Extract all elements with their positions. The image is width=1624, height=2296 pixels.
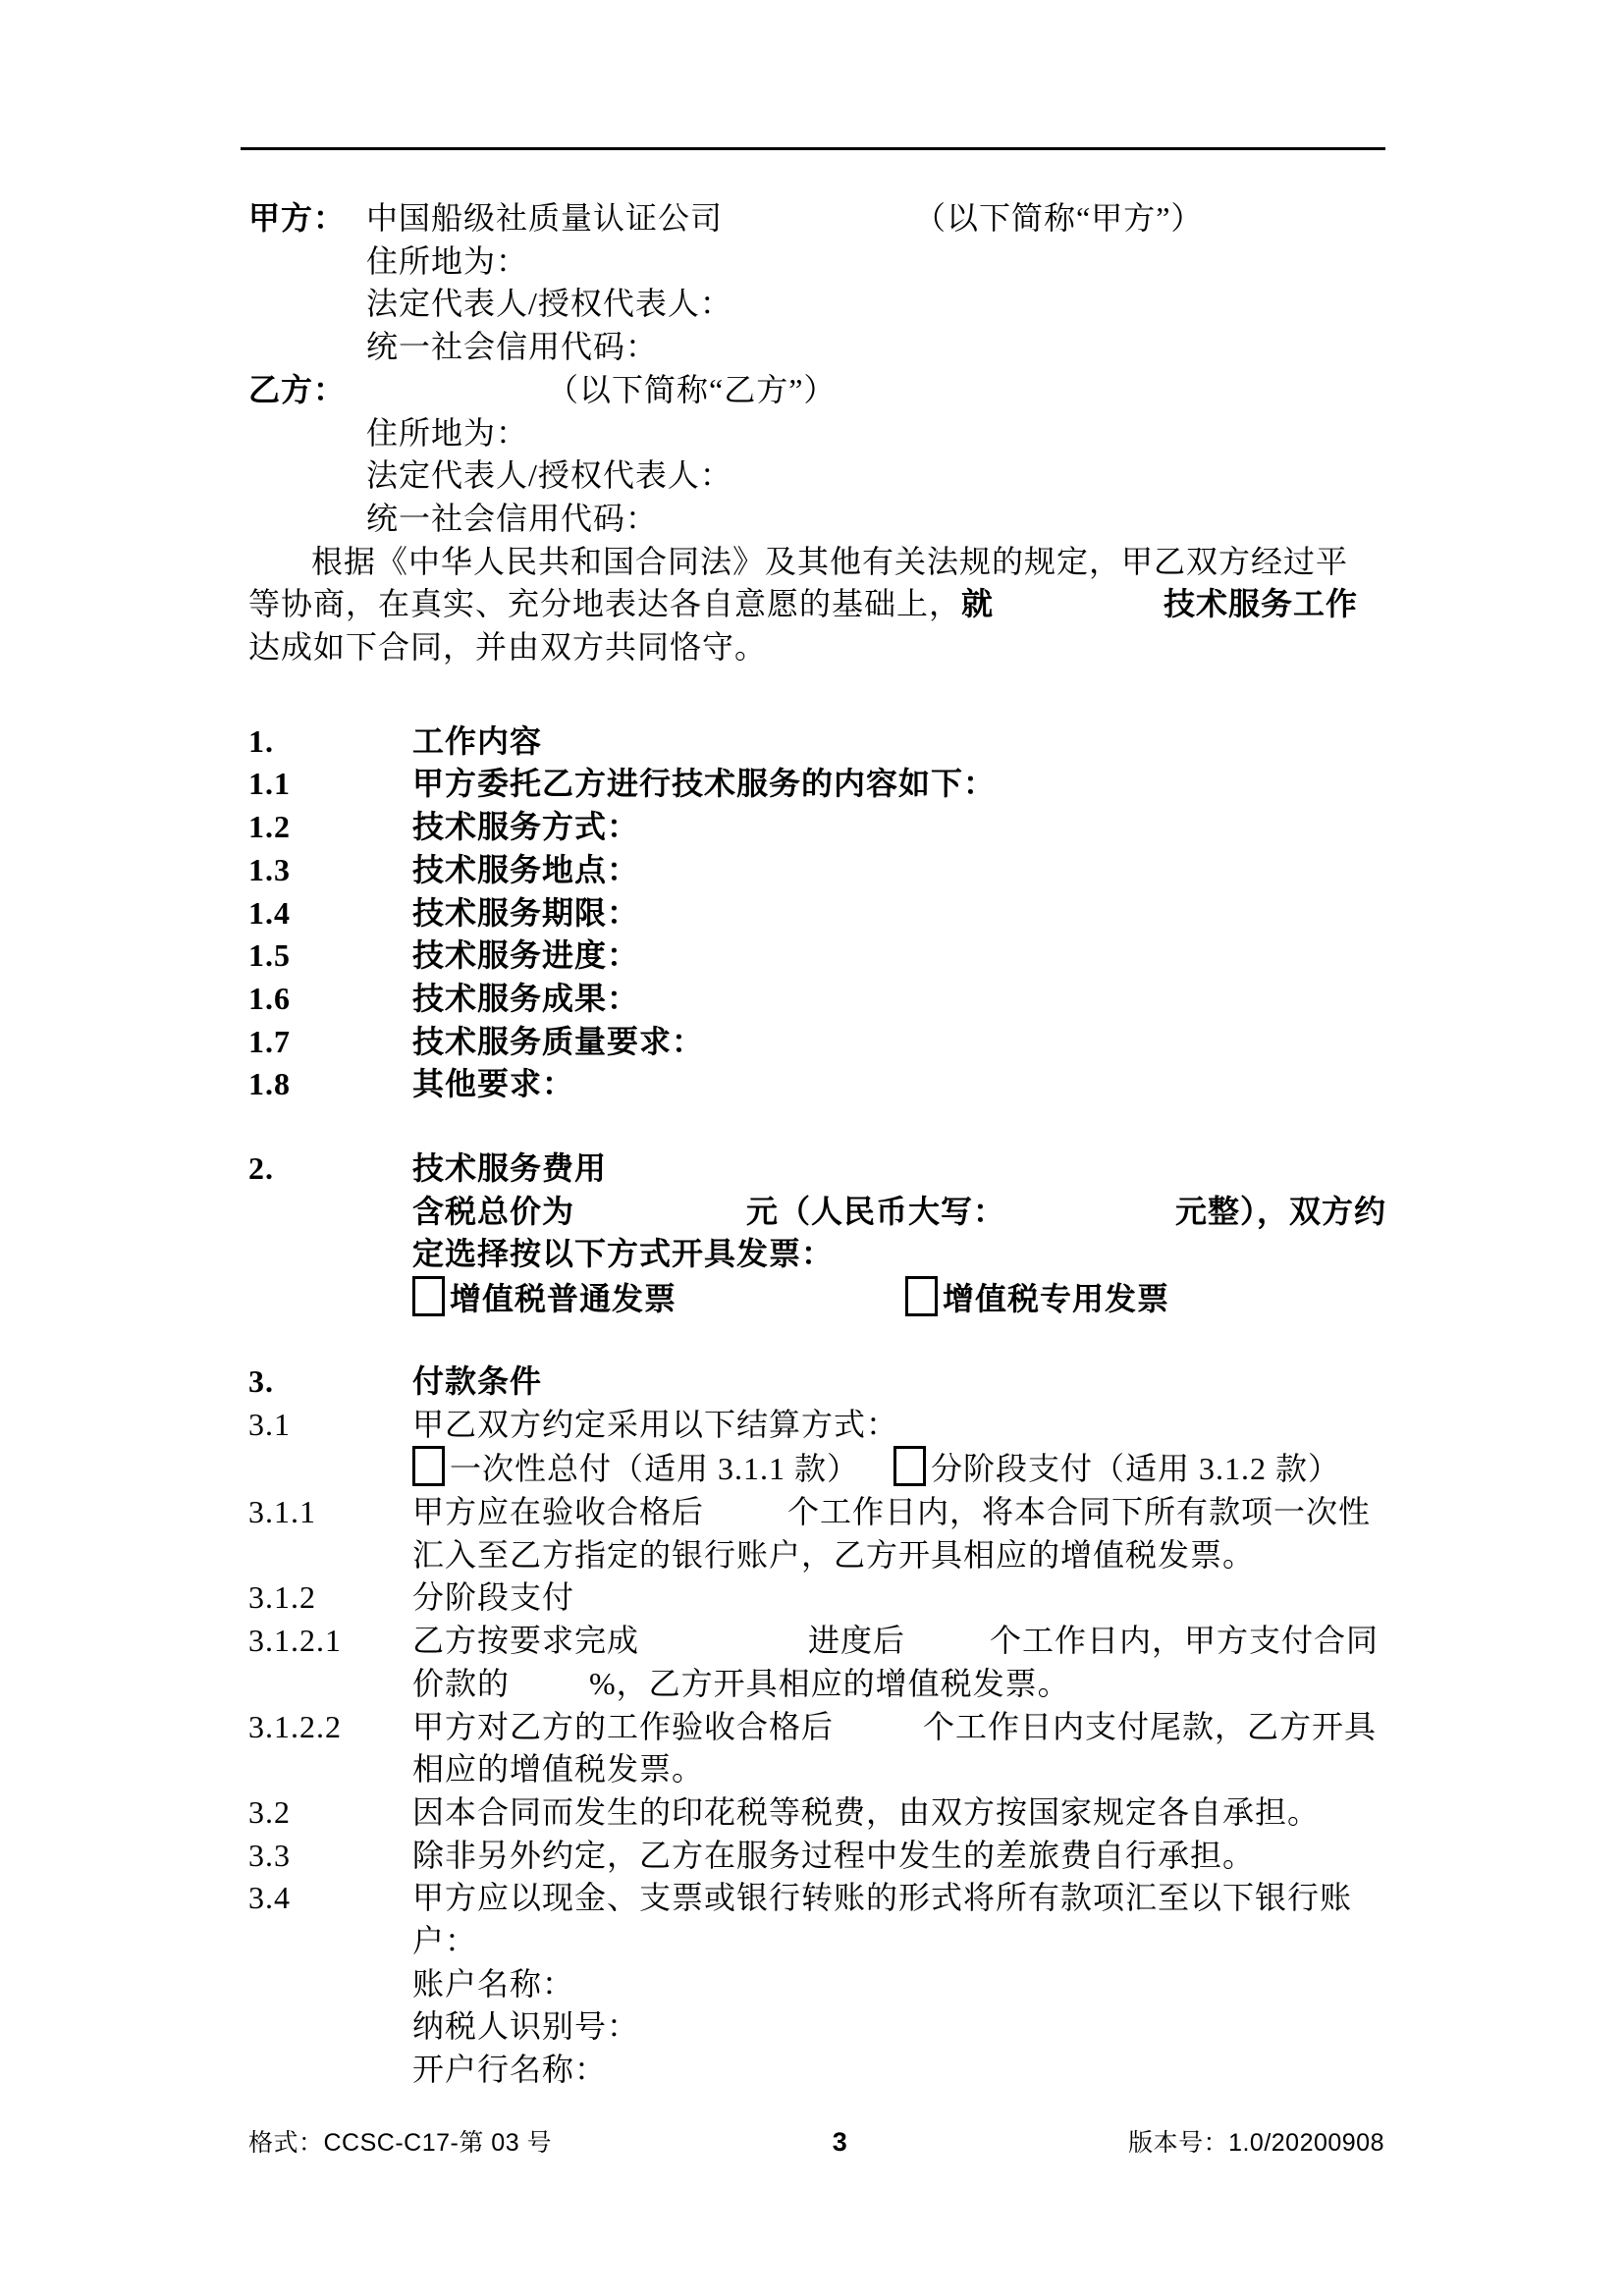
party-b-line (248, 369, 1397, 412)
clause-3-1-2-2-line2: 相应的增值税发票。 (412, 1751, 705, 1788)
clause-text: 除非另外约定，乙方在服务过程中发生的差旅费自行承担。 (412, 1837, 1256, 1873)
blank-field (834, 1735, 923, 1737)
clause-text: 甲乙双方约定采用以下结算方式： (412, 1406, 899, 1442)
blank-field (346, 399, 547, 400)
clause-text: 个工作日内，甲方支付合同 (990, 1623, 1380, 1659)
party-b-label: 乙方： (248, 371, 347, 407)
blank-field (639, 1649, 808, 1651)
blank-field (574, 1220, 746, 1222)
clause-number: 1.5 (248, 937, 291, 974)
preamble-text: 等协商，在真实、充分地表达各自意愿的基础上， (248, 586, 962, 622)
clause-number: 3.1.2.1 (248, 1623, 342, 1659)
clause-number: 3.2 (248, 1793, 291, 1830)
section-gap (248, 1106, 1397, 1148)
clause-number: 1.1 (248, 766, 291, 802)
page-number: 3 (832, 2127, 848, 2157)
clause-3-1-2-1-line2 (248, 1663, 1397, 1706)
clause-text: 甲方委托乙方进行技术服务的内容如下： (412, 766, 997, 802)
clause-text: 因本合同而发生的印花税等税费，由双方按国家规定各自承担。 (412, 1793, 1321, 1830)
price-seg1: 含税总价为 (412, 1193, 575, 1229)
clause-text: 分阶段支付 (412, 1579, 575, 1616)
party-b-legal-rep: 法定代表人/授权代表人： (366, 457, 732, 494)
section2-heading (248, 1148, 1397, 1191)
clause-text: 技术服务费用 (412, 1150, 608, 1187)
clause-text: 价款的 (412, 1665, 511, 1701)
party-a-name: 中国船级社质量认证公司 (366, 200, 724, 236)
clause-1-2 (248, 806, 1397, 849)
clause-3-2 (248, 1791, 1397, 1835)
clause-1-6 (248, 978, 1397, 1021)
price-seg3: 元整），双方约 (1175, 1193, 1387, 1229)
clause-3-1-2 (248, 1576, 1397, 1620)
preamble-line-2 (248, 583, 1397, 626)
bank-account-name: 账户名称： (412, 1965, 575, 2002)
bank-taxpayer-id: 纳税人识别号： (412, 2008, 640, 2045)
clause-text: 技术服务进度： (412, 937, 640, 974)
clause-1-5 (248, 934, 1397, 978)
page-footer (248, 2123, 1384, 2159)
clause-3-4-line2: 户： (412, 1923, 478, 1959)
spacer (723, 227, 914, 229)
clause-number: 3.1.1 (248, 1493, 316, 1529)
clause-text: 甲方对乙方的工作验收合格后 (412, 1708, 835, 1744)
clause-text: %，乙方开具相应的增值税发票。 (589, 1665, 1070, 1701)
spacer (677, 1308, 905, 1309)
section3-heading (248, 1361, 1397, 1404)
contract-subject: 技术服务工作 (1164, 586, 1359, 622)
preamble-line-1: 根据《中华人民共和国合同法》及其他有关法规的规定，甲乙双方经过平 (311, 543, 1349, 579)
clause-text: 工作内容 (412, 722, 543, 759)
party-b-credit-code: 统一社会信用代码： (366, 500, 659, 536)
price-line (248, 1191, 1397, 1234)
invoice-option-1: 增值税普通发票 (450, 1281, 677, 1317)
clause-number: 1.7 (248, 1023, 291, 1059)
clause-text: 付款条件 (412, 1362, 543, 1399)
payment-option-1: 一次性总付（适用 3.1.1 款） (450, 1451, 860, 1487)
party-b-address: 住所地为： (366, 414, 529, 451)
price-seg2: 元（人民币大写： (746, 1193, 1006, 1229)
section1-heading (248, 721, 1397, 764)
party-a-line (248, 197, 1397, 240)
spacer (859, 1477, 893, 1479)
party-a-credit-code: 统一社会信用代码： (366, 329, 659, 365)
contract-body (248, 197, 1397, 2092)
clause-text: 个工作日内支付尾款，乙方开具 (923, 1708, 1378, 1744)
clause-text: 甲方应在验收合格后 (412, 1493, 705, 1529)
clause-number: 3.1.2 (248, 1579, 316, 1616)
blank-field (704, 1521, 787, 1522)
party-b-alias: （以下简称“乙方”） (547, 371, 837, 407)
footer-version-label: 版本号：1.0/20200908 (1128, 2129, 1384, 2157)
party-a-address: 住所地为： (366, 242, 529, 279)
clause-text: 进度后 (808, 1623, 906, 1659)
party-a-alias: （以下简称“甲方”） (914, 200, 1204, 236)
clause-1-8 (248, 1063, 1397, 1106)
payment-options-line (248, 1446, 1397, 1491)
blank-field (905, 1649, 990, 1651)
clause-number: 1.3 (248, 851, 291, 887)
section-gap (248, 669, 1397, 721)
footer-format-label: 格式：CCSC-C17-第 03 号 (248, 2129, 553, 2157)
price-line-2: 定选择按以下方式开具发票： (412, 1236, 835, 1272)
clause-3-1-1 (248, 1491, 1397, 1534)
blank-field (994, 613, 1164, 614)
clause-text: 技术服务期限： (412, 894, 640, 931)
clause-number: 1.4 (248, 894, 291, 931)
clause-number: 1.6 (248, 980, 291, 1016)
clause-text: 乙方按要求完成 (412, 1623, 640, 1659)
clause-1-1 (248, 763, 1397, 806)
clause-3-1-2-2 (248, 1706, 1397, 1749)
clause-text: 甲方应以现金、支票或银行转账的形式将所有款项汇至以下银行账 (412, 1880, 1353, 1916)
clause-1-7 (248, 1021, 1397, 1064)
clause-number: 3.1 (248, 1406, 291, 1442)
clause-number: 2. (248, 1150, 274, 1187)
payment-option-2: 分阶段支付（适用 3.1.2 款） (931, 1451, 1341, 1487)
blank-field (1005, 1220, 1175, 1222)
clause-number: 1.2 (248, 809, 291, 845)
checkbox-icon[interactable] (412, 1276, 445, 1316)
preamble-line-3: 达成如下合同，并由双方共同恪守。 (248, 629, 768, 666)
invoice-options-line (248, 1276, 1397, 1321)
clause-3-3 (248, 1835, 1397, 1878)
section-gap (248, 1321, 1397, 1361)
party-a-label: 甲方： (248, 200, 347, 236)
clause-1-4 (248, 892, 1397, 935)
clause-number: 1.8 (248, 1066, 291, 1102)
clause-3-1-1-line2: 汇入至乙方指定的银行账户，乙方开具相应的增值税发票。 (412, 1536, 1256, 1573)
clause-3-1 (248, 1404, 1397, 1447)
clause-text: 其他要求： (412, 1066, 575, 1102)
clause-text: 技术服务方式： (412, 809, 640, 845)
bank-branch-name: 开户行名称： (412, 2052, 608, 2088)
clause-number: 3.1.2.2 (248, 1708, 342, 1744)
clause-text: 技术服务地点： (412, 851, 640, 887)
clause-number: 3. (248, 1362, 274, 1399)
clause-number: 1. (248, 722, 274, 759)
checkbox-icon[interactable] (412, 1446, 445, 1486)
clause-3-1-2-1 (248, 1620, 1397, 1663)
clause-1-3 (248, 849, 1397, 892)
party-a-legal-rep: 法定代表人/授权代表人： (366, 286, 732, 322)
clause-text: 技术服务质量要求： (412, 1023, 705, 1059)
clause-number: 3.3 (248, 1837, 291, 1873)
clause-text: 技术服务成果： (412, 980, 640, 1016)
checkbox-icon[interactable] (905, 1276, 938, 1316)
preamble-jiu: 就 (961, 586, 995, 622)
checkbox-icon[interactable] (893, 1446, 926, 1486)
clause-number: 3.4 (248, 1880, 291, 1916)
blank-field (510, 1692, 589, 1694)
header-rule (241, 147, 1385, 150)
clause-3-4 (248, 1877, 1397, 1920)
invoice-option-2: 增值税专用发票 (943, 1281, 1170, 1317)
clause-text: 个工作日内，将本合同下所有款项一次性 (787, 1493, 1372, 1529)
